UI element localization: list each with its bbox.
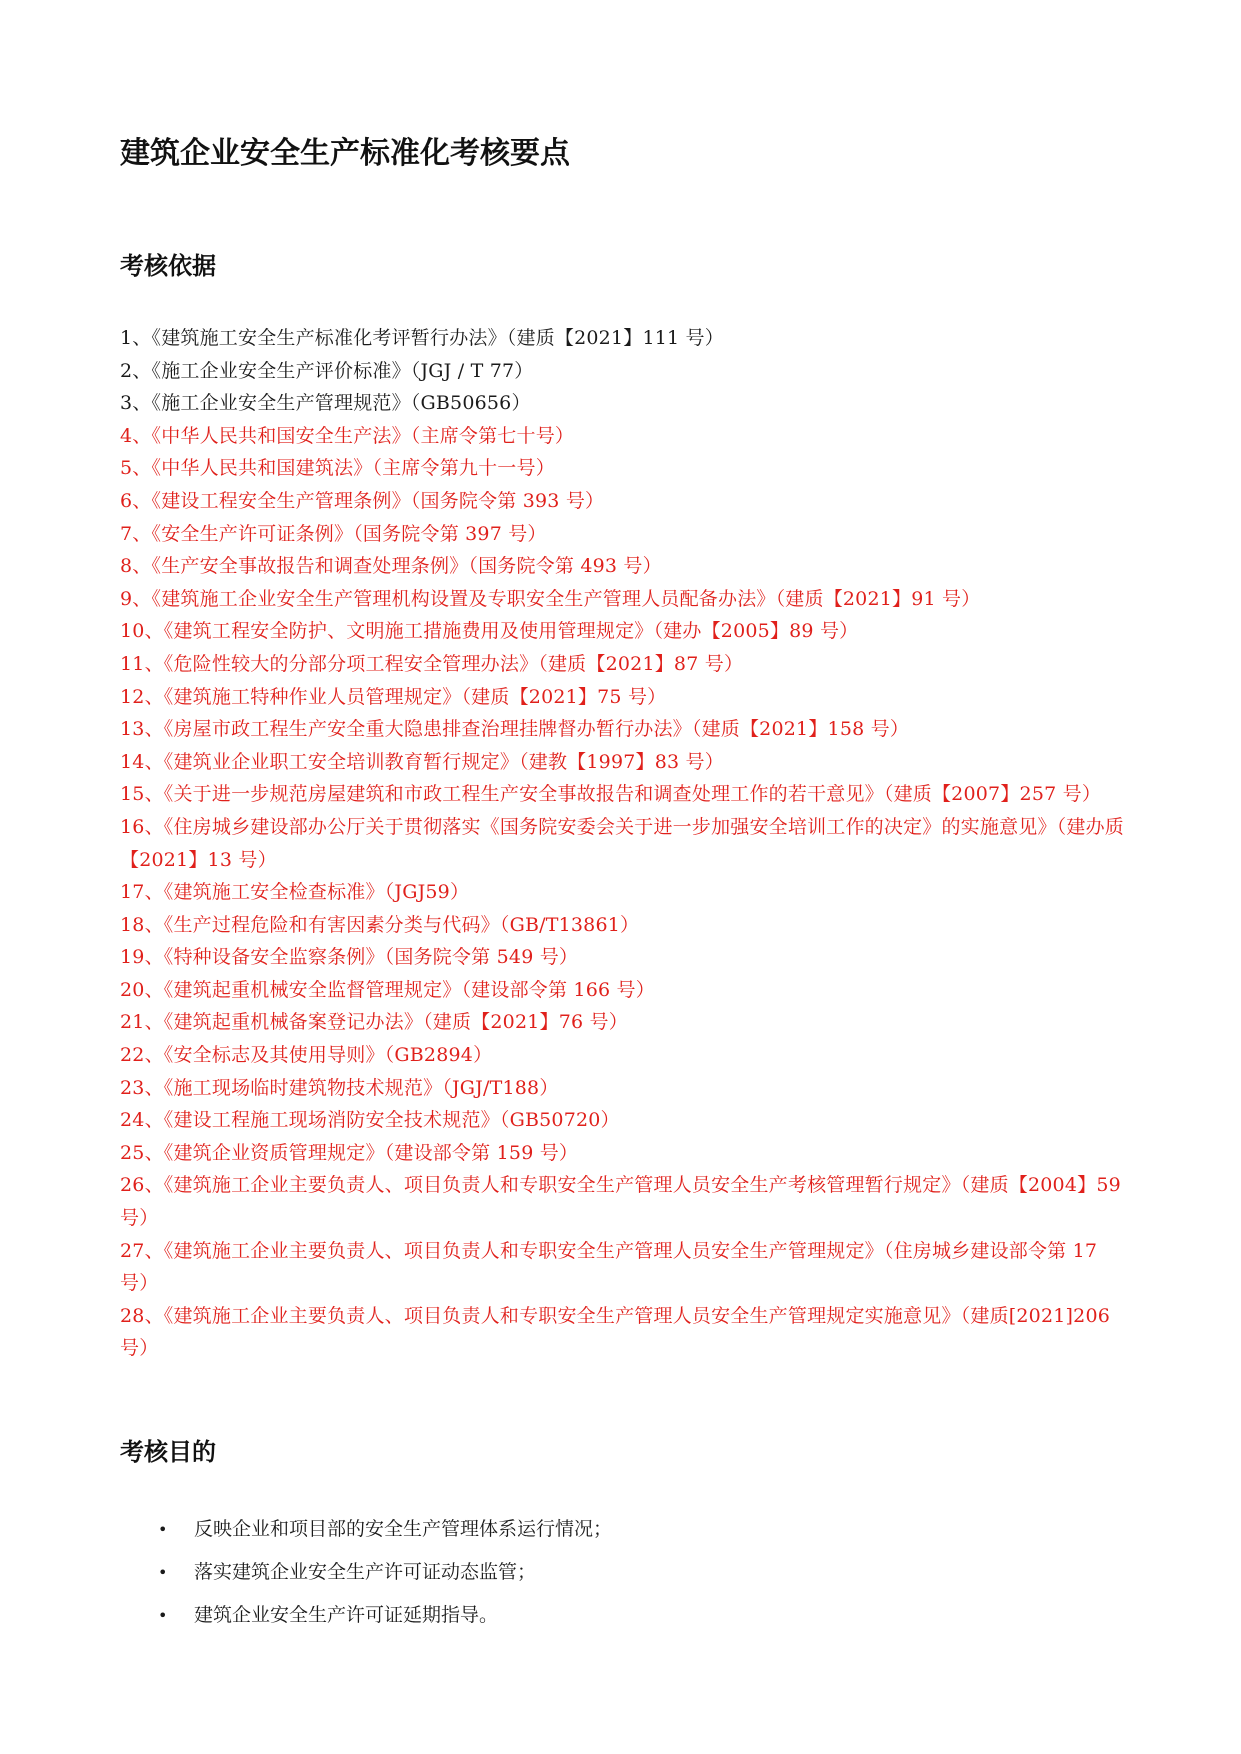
basis-item: 20、《建筑起重机械安全监督管理规定》（建设部令第 166 号） <box>120 978 655 1001</box>
basis-item: 3、《施工企业安全生产管理规范》（GB50656） <box>120 392 531 415</box>
basis-item: 7、《安全生产许可证条例》（国务院令第 397 号） <box>120 522 547 545</box>
basis-item: 1、《建筑施工安全生产标准化考评暂行办法》（建质【2021】111 号） <box>120 327 724 349</box>
basis-item: 23、《施工现场临时建筑物技术规范》（JGJ/T188） <box>120 1076 559 1099</box>
basis-item: 27、《建筑施工企业主要负责人、项目负责人和专职安全生产管理人员安全生产管理规定》（住房城乡建设部令第 17 号） <box>120 1239 1098 1295</box>
basis-item: 25、《建筑企业资质管理规定》（建设部令第 159 号） <box>120 1141 579 1164</box>
purpose-item <box>120 1508 612 1551</box>
basis-item: 16、《住房城乡建设部办公厅关于贯彻落实《国务院安委会关于进一步加强安全培训工作的决定》的实施意见》（建办质【2021】13 号） <box>120 815 1124 871</box>
purpose-item-text: 落实建筑企业安全生产许可证动态监管； <box>194 1561 537 1583</box>
page-title: 建筑企业安全生产标准化考核要点 <box>120 136 570 171</box>
basis-item: 6、《建设工程安全生产管理条例》（国务院令第 393 号） <box>120 489 605 512</box>
basis-item: 12、《建筑施工特种作业人员管理规定》（建质【2021】75 号） <box>120 685 667 708</box>
basis-item: 5、《中华人民共和国建筑法》（主席令第九十一号） <box>120 457 555 480</box>
purpose-heading: 考核目的 <box>120 1438 216 1466</box>
bullet-icon: • <box>158 1520 168 1539</box>
purpose-item <box>120 1594 612 1637</box>
basis-item: 8、《生产安全事故报告和调查处理条例》（国务院令第 493 号） <box>120 555 662 578</box>
basis-item: 24、《建设工程施工现场消防安全技术规范》（GB50720） <box>120 1109 620 1132</box>
basis-item: 21、《建筑起重机械备案登记办法》（建质【2021】76 号） <box>120 1011 628 1034</box>
basis-item: 15、《关于进一步规范房屋建筑和市政工程生产安全事故报告和调查处理工作的若干意见》（建质【2007】257 号） <box>120 783 1102 806</box>
purpose-item <box>120 1551 612 1594</box>
purpose-list <box>120 1508 612 1637</box>
basis-item: 18、《生产过程危险和有害因素分类与代码》（GB/T13861） <box>120 913 640 936</box>
purpose-item-text: 建筑企业安全生产许可证延期指导。 <box>194 1604 499 1626</box>
basis-item: 22、《安全标志及其使用导则》（GB2894） <box>120 1044 493 1067</box>
purpose-item-text: 反映企业和项目部的安全生产管理体系运行情况； <box>194 1518 613 1540</box>
basis-item: 19、《特种设备安全监察条例》（国务院令第 549 号） <box>120 946 579 969</box>
basis-item: 9、《建筑施工企业安全生产管理机构设置及专职安全生产管理人员配备办法》（建质【2021】91 号） <box>120 587 981 610</box>
basis-item: 17、《建筑施工安全检查标准》（JGJ59） <box>120 881 470 904</box>
basis-item: 14、《建筑业企业职工安全培训教育暂行规定》（建教【1997】83 号） <box>120 750 724 773</box>
basis-item: 28、《建筑施工企业主要负责人、项目负责人和专职安全生产管理人员安全生产管理规定实施意见》（建质[2021]206 号） <box>120 1304 1111 1360</box>
bullet-icon: • <box>158 1563 168 1582</box>
basis-item: 13、《房屋市政工程生产安全重大隐患排查治理挂牌督办暂行办法》（建质【2021】158 号） <box>120 718 910 741</box>
basis-item: 4、《中华人民共和国安全生产法》（主席令第七十号） <box>120 424 575 447</box>
bullet-icon: • <box>158 1606 168 1625</box>
basis-heading: 考核依据 <box>120 252 216 280</box>
basis-list <box>120 322 1130 1365</box>
basis-item: 11、《危险性较大的分部分项工程安全管理办法》（建质【2021】87 号） <box>120 652 744 675</box>
basis-item: 26、《建筑施工企业主要负责人、项目负责人和专职安全生产管理人员安全生产考核管理暂行规定》（建质【2004】59 号） <box>120 1174 1121 1230</box>
basis-item: 2、《施工企业安全生产评价标准》（JGJ / T 77） <box>120 359 534 382</box>
basis-item: 10、《建筑工程安全防护、文明施工措施费用及使用管理规定》（建办【2005】89 号） <box>120 620 859 643</box>
